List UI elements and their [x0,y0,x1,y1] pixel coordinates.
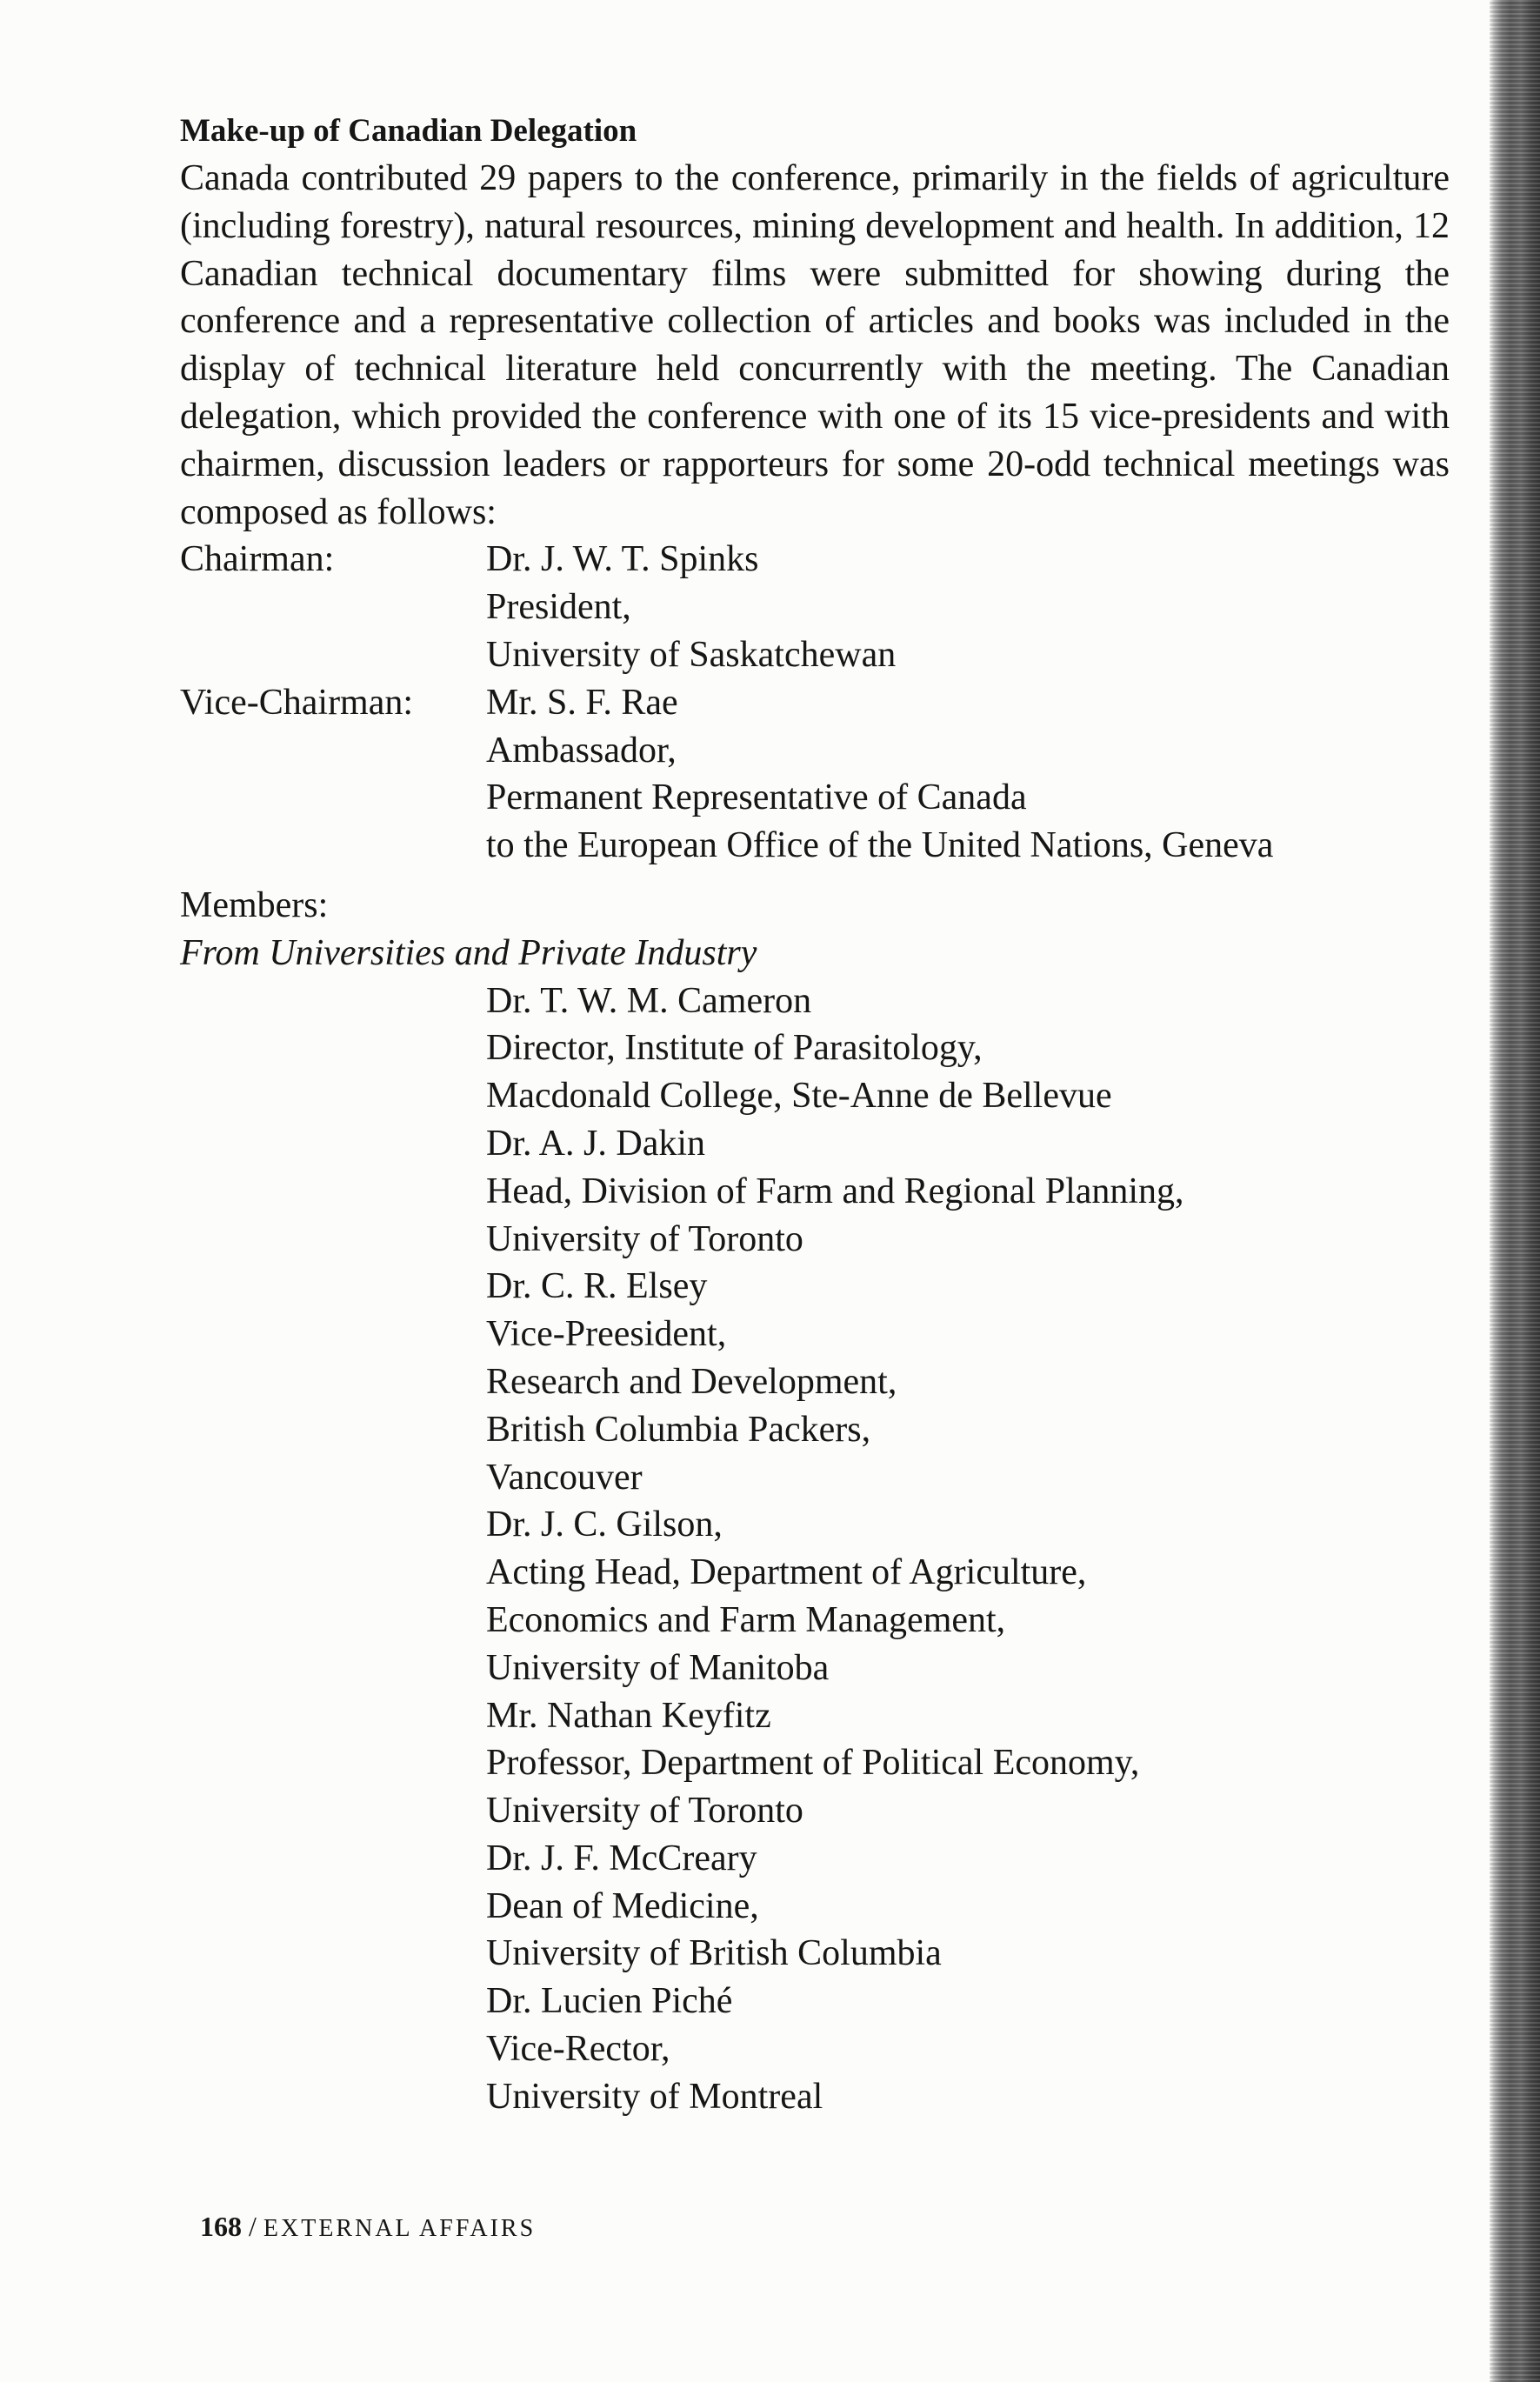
vice-chairman-line: Permanent Representative of Canada [486,777,1027,818]
member-line: University of Montreal [486,2076,823,2117]
page-binding-texture [1490,0,1540,2382]
member-line: Director, Institute of Parasitology, [486,1028,983,1069]
publication-name: EXTERNAL AFFAIRS [263,2215,537,2242]
member-line: Vancouver [486,1457,643,1498]
section-heading: Make-up of Canadian Delegation [180,113,637,149]
member-line: Dr. Lucien Piché [486,1981,733,2022]
vice-chairman-entry [180,679,1450,870]
intro-paragraph: Canada contributed 29 papers to the conference, primarily in the fields of agriculture (including forestry), natural resources, mining development and health. In addition, 12 Canadian technical documentary films were submitted for showing during the conference and a representative collection of articles and books was included in the display of technical literature held concurrently with the meeting. The Canadian delegation, which provided the conference with one of its 15 vice-presidents and with chairmen, discussion leaders or rapporteurs for some 20-odd technical meetings was composed as follows: [180,158,1450,532]
member-line: British Columbia Packers, [486,1409,871,1450]
member-line: Dr. J. F. McCreary [486,1838,757,1878]
member-line: University of Manitoba [486,1647,830,1688]
vice-chairman-label: Vice-Chairman: [180,682,414,723]
member-line: Vice-Preesident, [486,1314,727,1355]
member-line: Mr. Nathan Keyfitz [486,1695,771,1736]
member-list [486,977,1450,2121]
member-line: Dean of Medicine, [486,1885,759,1926]
member-line: Macdonald College, Ste-Anne de Bellevue [486,1076,1112,1117]
chairman-details [486,536,1450,678]
member-line: Economics and Farm Management, [486,1599,1006,1640]
member-line: Acting Head, Department of Agriculture, [486,1552,1087,1593]
member-line: Dr. T. W. M. Cameron [486,980,812,1021]
member-line: Research and Development, [486,1361,897,1402]
members-label: Members: [180,884,329,925]
chairman-line: University of Saskatchewan [486,634,897,675]
page-footer [200,2209,536,2246]
footer-separator: / [249,2211,257,2242]
member-line: Vice-Rector, [486,2029,670,2070]
document-body [180,111,1450,2121]
member-line: University of Toronto [486,1218,803,1259]
vice-chairman-line: Ambassador, [486,730,677,771]
member-line: Dr. C. R. Elsey [486,1266,708,1307]
members-subheading: From Universities and Private Industry [180,932,757,973]
member-line: Dr. J. C. Gilson, [486,1505,723,1545]
vice-chairman-details [486,679,1450,870]
member-line: University of British Columbia [486,1933,942,1974]
member-line: Professor, Department of Political Economy, [486,1743,1140,1784]
member-line: Head, Division of Farm and Regional Planning, [486,1171,1184,1211]
member-line: University of Toronto [486,1791,803,1832]
vice-chairman-line: Mr. S. F. Rae [486,682,678,723]
chairman-line: Dr. J. W. T. Spinks [486,539,759,580]
page-number: 168 [200,2211,242,2242]
chairman-entry [180,536,1450,678]
vice-chairman-line: to the European Office of the United Nations, Geneva [486,825,1274,866]
chairman-label: Chairman: [180,539,335,580]
member-line: Dr. A. J. Dakin [486,1123,705,1164]
chairman-line: President, [486,587,631,628]
